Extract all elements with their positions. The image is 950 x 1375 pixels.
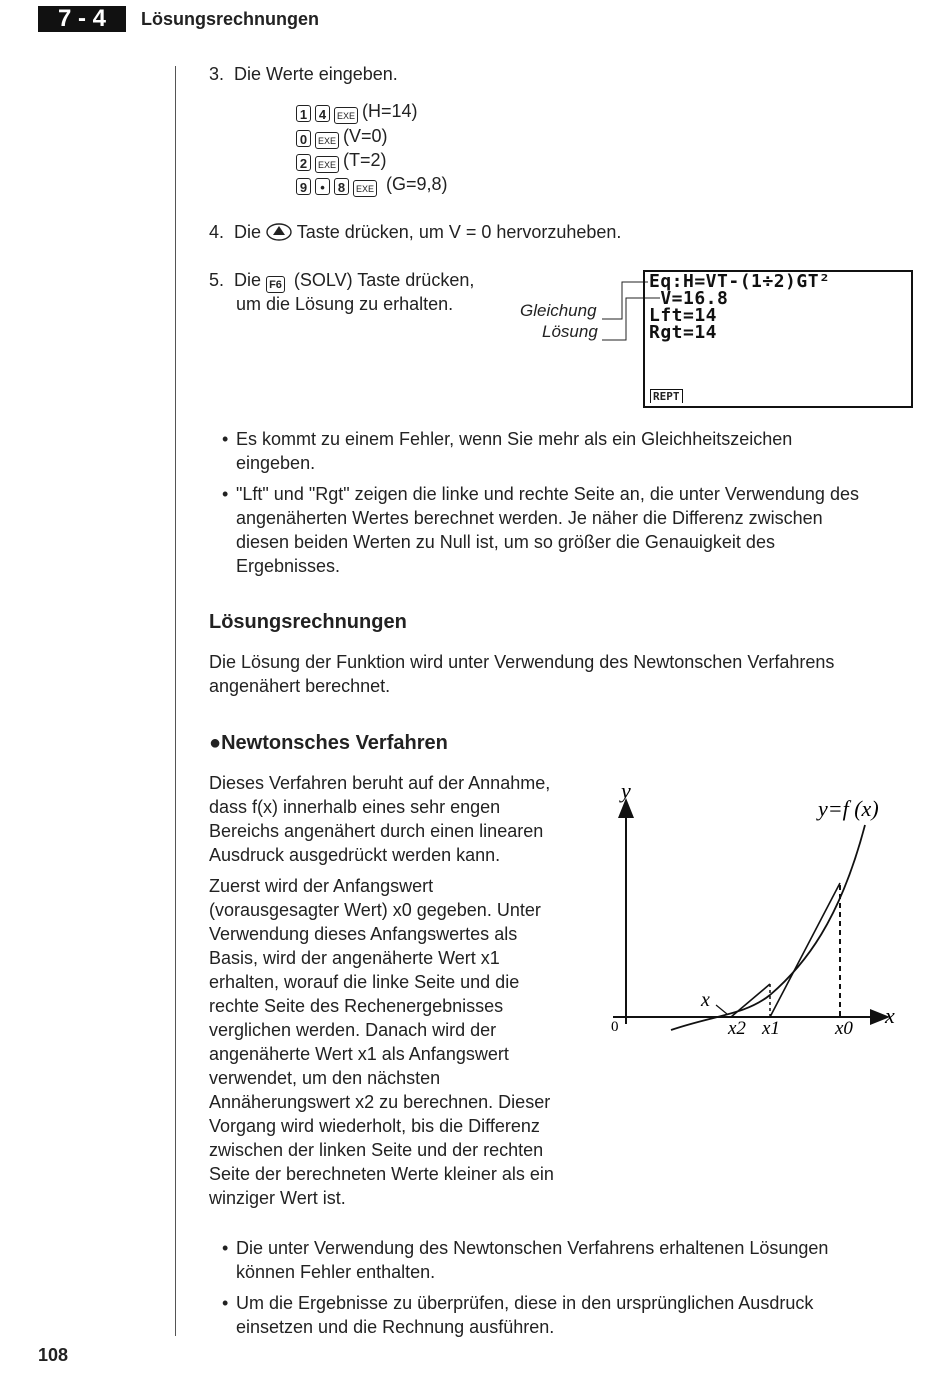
screen-line-lft: Lft=14 [649,305,718,326]
step-number: 5. [209,270,225,290]
note-verify: • Um die Ergebnisse zu überprüfen, diese in den ursprünglichen Ausdruck einsetzen und die Rechnung ausführen. [222,1293,814,1337]
chapter-title: Lösungsrechnungen [141,9,320,29]
x2-label: x2 [728,1018,746,1039]
step-number: 4. [209,222,225,242]
tangent-line-2 [731,984,770,1017]
step-5-line-2: um die Lösung zu erhalten. [236,294,454,314]
step-3 [209,62,398,86]
label-solution: Lösung [542,322,598,341]
y-axis-label: y [621,780,631,803]
tangent-line-1 [770,883,840,1017]
screen-line-rgt: Rgt=14 [649,322,718,343]
key-sequence-h [296,99,418,124]
key-f6: F6 [266,276,285,293]
key-sequence-v [296,124,388,149]
calculator-screen [643,270,913,408]
key-value: (V=0) [343,126,388,146]
key-dot: • [315,178,330,195]
rept-softkey: REPT [650,389,683,403]
key-1: 1 [296,105,311,122]
key-value: (G=9,8) [381,174,448,194]
screen-line-v: V=16.8 [649,288,729,309]
up-arrow-key-icon [266,223,292,241]
key-exe: EXE [353,180,377,197]
note-lft-rgt: • "Lft" und "Rgt" zeigen die linke und rechte Seite an, die unter Verwendung des angenäherten Wertes berechnet werden. Je näher die Differenz zwischen diesen beiden Werten zu Null ist, um so größer die Genauigkeit des Ergebnisses. [222,484,859,576]
newton-paragraph-2: Zuerst wird der Anfangswert (vorausgesagter Wert) x0 gegeben. Unter Verwendung dieses Anfangswertes als Basis, wird der angenäherte Wert x1 erhalten, worauf die linke Seite und die rechte Seite des Rechenergebnisses verglichen werden. Danach wird der angenäherte Wert x1 als Anfangswert verwendet, um den nächsten Annäherungswert x2 zu berechnen. Dieser Vorgang wird wiederholt, bis die Differenz zwischen der linken Seite und der rechten Seite der berechneten Werte kleiner als ein winziger Wert ist. [209,876,554,1208]
newton-title: ●Newtonsches Verfahren [209,732,448,754]
page-number: 108 [38,1345,69,1365]
key-value: (H=14) [362,101,418,121]
x0-label: x0 [835,1018,853,1039]
chapter-number: 7 - 4 [38,6,126,32]
margin-rule [175,66,176,1336]
key-exe: EXE [315,156,339,173]
x-axis-label: x [885,1003,895,1028]
key-sequence-g [296,172,448,197]
section-title: Lösungsrechnungen [209,611,407,633]
key-exe: EXE [315,132,339,149]
step-text: Die Werte eingeben. [234,64,398,84]
note-error: • Es kommt zu einem Fehler, wenn Sie mehr als ein Gleichheitszeichen eingeben. [222,429,793,473]
key-0: 0 [296,130,311,147]
step-number: 3. [209,64,225,84]
key-8: 8 [334,178,349,195]
step-5: 5. Die F6 (SOLV) Taste drücken, [209,270,475,291]
root-label: x [701,989,710,1011]
label-equation: Gleichung [520,301,597,320]
newton-graph [595,780,915,1050]
curve-label: y=f (x) [818,796,879,821]
x1-label: x1 [762,1018,780,1039]
key-exe: EXE [334,107,358,124]
section-intro: Die Lösung der Funktion wird unter Verwendung des Newtonschen Verfahrens angenähert berechnet. [209,652,835,696]
key-2: 2 [296,154,311,171]
key-value: (T=2) [343,150,387,170]
key-4: 4 [315,105,330,122]
note-newton-errors: • Die unter Verwendung des Newtonschen Verfahrens erhaltenen Lösungen können Fehler enthalten. [222,1238,829,1282]
key-sequence-t [296,148,387,173]
root-pointer [716,1005,727,1014]
key-9: 9 [296,178,311,195]
screen-line-equation: Eq:H=VT-(1÷2)GT² [649,271,831,292]
origin-label: 0 [611,1019,619,1035]
newton-paragraph-1: Dieses Verfahren beruht auf der Annahme, dass f(x) innerhalb eines sehr engen Bereichs angenähert durch einen linearen Ausdruck ausgedrückt werden kann. [209,773,551,865]
step-4: 4. Die Taste drücken, um V = 0 hervorzuheben. [209,222,622,242]
